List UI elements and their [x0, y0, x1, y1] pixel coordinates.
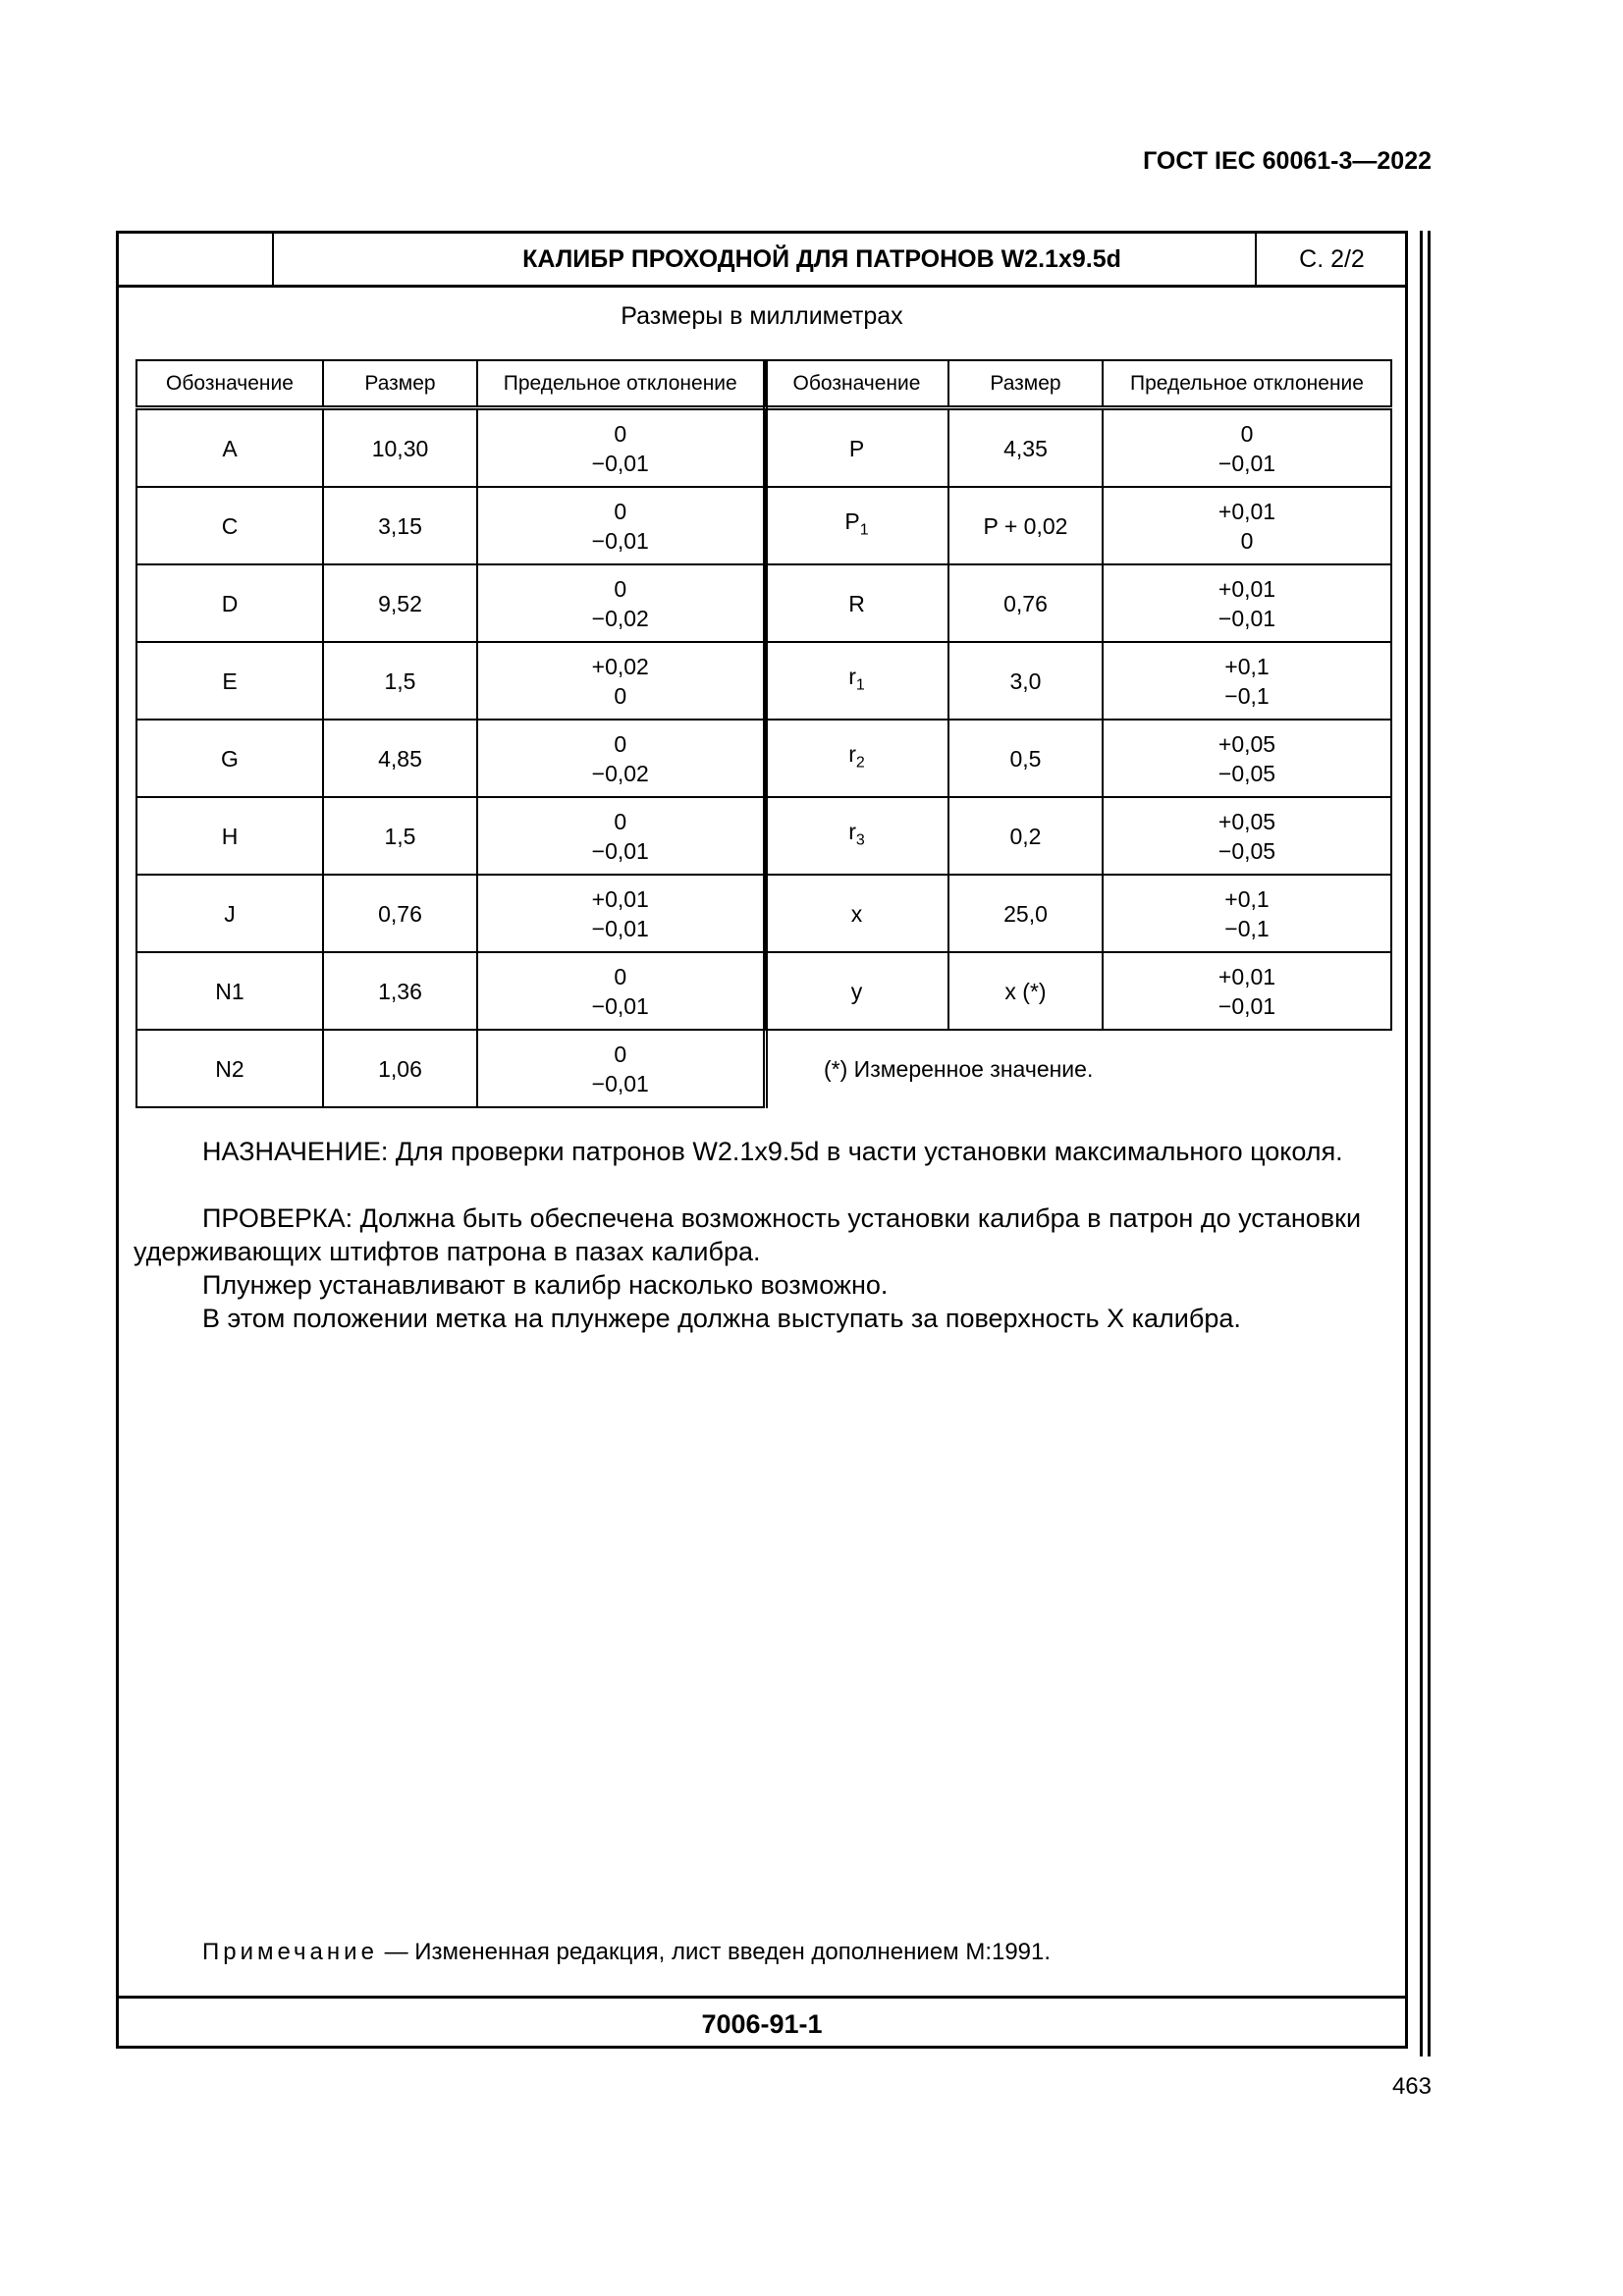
standard-header: ГОСТ IEC 60061-3—2022 [1143, 147, 1432, 175]
tolerance-upper: 0 [614, 498, 627, 524]
title-empty-cell [119, 234, 274, 285]
size-cell: 1,36 [323, 952, 477, 1030]
tolerance-upper: 0 [1240, 420, 1254, 447]
designation-symbol: A [222, 435, 238, 461]
size-cell: P + 0,02 [948, 487, 1103, 564]
designation-symbol: N2 [215, 1055, 244, 1082]
designation-cell [765, 408, 948, 488]
size-cell: 1,5 [323, 797, 477, 875]
table-row [765, 875, 1391, 952]
table-header-row [136, 360, 765, 408]
tolerance-lower: −0,01 [591, 992, 649, 1019]
tolerance-cell [477, 408, 765, 488]
tolerance-upper: +0,01 [1217, 963, 1276, 989]
table-row [136, 720, 765, 797]
tolerance-upper: 0 [614, 420, 627, 447]
designation-cell [136, 1030, 323, 1107]
designation-cell [136, 642, 323, 720]
tolerance-cell [1103, 875, 1391, 952]
tolerance-cell [477, 797, 765, 875]
table-row [765, 564, 1391, 642]
tolerance-cell [1103, 720, 1391, 797]
tolerance-upper: 0 [614, 1041, 627, 1067]
check-text-1: ПРОВЕРКА: Должна быть обеспечена возможность установки калибра в патрон до установки удерживающих штифтов патрона в пазах калибра. [134, 1203, 1362, 1266]
tolerance-upper: 0 [614, 730, 627, 757]
designation-symbol: r [848, 740, 856, 767]
table-row [136, 952, 765, 1030]
check-text-3: В этом положении метка на плунжере должна выступать за поверхность X калибра. [202, 1304, 1241, 1333]
designation-cell [136, 797, 323, 875]
table-footnote: (*) Измеренное значение. [824, 1056, 1094, 1082]
tolerance-upper: 0 [614, 575, 627, 602]
size-cell: 1,06 [323, 1030, 477, 1107]
tolerance-lower: −0,01 [1217, 450, 1276, 476]
designation-cell [765, 720, 948, 797]
tolerance-cell [1103, 564, 1391, 642]
dimensions-table-left [135, 359, 768, 1108]
tolerance-cell [477, 487, 765, 564]
header-tolerance: Предельное отклонение [477, 360, 765, 408]
tolerance-cell [1103, 797, 1391, 875]
sheet-code: 7006-91-1 [119, 1996, 1405, 2052]
tolerance-cell [477, 642, 765, 720]
table-row [136, 797, 765, 875]
tolerance-lower: −0,02 [591, 760, 649, 786]
size-cell: 0,5 [948, 720, 1103, 797]
size-cell: 3,0 [948, 642, 1103, 720]
table-row [136, 487, 765, 564]
table-row [765, 720, 1391, 797]
designation-symbol: G [221, 745, 239, 772]
tolerance-upper: 0 [614, 808, 627, 834]
note-label: Примечание [202, 1939, 378, 1965]
title-block [119, 234, 1405, 288]
size-cell: 3,15 [323, 487, 477, 564]
tolerance-upper: +0,02 [591, 653, 649, 679]
designation-symbol: y [850, 978, 863, 1004]
tolerance-lower: 0 [1240, 527, 1254, 554]
tolerance-cell [477, 875, 765, 952]
tolerance-lower: −0,05 [1217, 760, 1276, 786]
designation-symbol: x [850, 900, 863, 927]
tolerance-lower: −0,1 [1224, 915, 1270, 941]
header-tolerance: Предельное отклонение [1103, 360, 1391, 408]
table-row [765, 642, 1391, 720]
tolerance-lower: −0,01 [591, 527, 649, 554]
purpose-text: НАЗНАЧЕНИЕ: Для проверки патронов W2.1x9.5d в части установки максимального цоколя. [202, 1137, 1343, 1166]
designation-symbol: J [224, 900, 236, 927]
table-row [136, 642, 765, 720]
size-cell: 25,0 [948, 875, 1103, 952]
tolerance-cell [477, 564, 765, 642]
table-row [136, 408, 765, 488]
tolerance-lower: −0,01 [591, 450, 649, 476]
designation-subscript: 2 [855, 754, 865, 772]
tolerance-upper: +0,01 [1217, 498, 1276, 524]
frame-side-line [1420, 231, 1423, 2056]
designation-symbol: r [848, 663, 856, 689]
dimensions-table-right [764, 359, 1392, 1031]
sheet-page-label: С. 2/2 [1255, 234, 1407, 285]
table-header-row [765, 360, 1391, 408]
designation-symbol: N1 [215, 978, 244, 1004]
drawing-sheet-frame [116, 231, 1408, 2049]
size-cell: 10,30 [323, 408, 477, 488]
table-row [136, 564, 765, 642]
header-size: Размер [948, 360, 1103, 408]
tolerance-lower: −0,01 [591, 837, 649, 864]
designation-symbol: P [848, 435, 865, 461]
designation-cell [765, 875, 948, 952]
header-designation: Обозначение [765, 360, 948, 408]
designation-cell [136, 720, 323, 797]
tolerance-cell [1103, 952, 1391, 1030]
tolerance-cell [477, 952, 765, 1030]
check-text-2: Плунжер устанавливают в калибр насколько возможно. [202, 1270, 889, 1300]
designation-cell [765, 642, 948, 720]
size-cell: 1,5 [323, 642, 477, 720]
size-cell: 0,76 [323, 875, 477, 952]
tolerance-cell [1103, 408, 1391, 488]
designation-cell [765, 487, 948, 564]
tolerance-upper: +0,05 [1217, 730, 1276, 757]
size-cell: 9,52 [323, 564, 477, 642]
tolerance-cell [477, 1030, 765, 1107]
designation-subscript: 1 [855, 676, 865, 694]
check-paragraph [134, 1201, 1395, 1268]
tolerance-upper: +0,1 [1224, 885, 1270, 912]
size-cell: 0,76 [948, 564, 1103, 642]
tolerance-lower: −0,1 [1224, 682, 1270, 709]
table-row [136, 1030, 765, 1107]
tolerance-upper: +0,05 [1217, 808, 1276, 834]
tolerance-cell [1103, 487, 1391, 564]
designation-symbol: D [221, 590, 239, 616]
designation-symbol: E [222, 667, 238, 694]
size-cell: 0,2 [948, 797, 1103, 875]
tolerance-upper: +0,01 [591, 885, 649, 912]
tolerance-lower: −0,01 [1217, 992, 1276, 1019]
designation-subscript: 1 [859, 521, 869, 539]
table-row [765, 408, 1391, 488]
size-cell: 4,85 [323, 720, 477, 797]
designation-cell [136, 875, 323, 952]
tolerance-upper: +0,01 [1217, 575, 1276, 602]
designation-subscript: 3 [855, 831, 865, 849]
page-number: 463 [1391, 2073, 1432, 2100]
tolerance-cell [477, 720, 765, 797]
designation-symbol: P [844, 507, 860, 534]
size-cell: 4,35 [948, 408, 1103, 488]
designation-cell [765, 564, 948, 642]
tolerance-lower: −0,01 [1217, 605, 1276, 631]
designation-cell [136, 952, 323, 1030]
tolerance-cell [1103, 642, 1391, 720]
table-row [765, 952, 1391, 1030]
table-row [765, 487, 1391, 564]
designation-cell [136, 564, 323, 642]
table-row [136, 875, 765, 952]
mark-paragraph [134, 1302, 1395, 1335]
header-designation: Обозначение [136, 360, 323, 408]
note [202, 1939, 1051, 1966]
tolerance-lower: −0,01 [591, 915, 649, 941]
tolerance-lower: −0,02 [591, 605, 649, 631]
tolerance-upper: +0,1 [1224, 653, 1270, 679]
plunger-paragraph [134, 1268, 1395, 1302]
designation-cell [136, 408, 323, 488]
units-caption: Размеры в миллиметрах [621, 302, 903, 330]
table-row [765, 797, 1391, 875]
frame-side-line [1428, 231, 1431, 2056]
designation-symbol: C [221, 512, 239, 539]
header-size: Размер [323, 360, 477, 408]
designation-symbol: r [848, 818, 856, 844]
tolerance-lower: −0,05 [1217, 837, 1276, 864]
size-cell: x (*) [948, 952, 1103, 1030]
designation-cell [765, 797, 948, 875]
purpose-paragraph [134, 1135, 1395, 1168]
tolerance-lower: −0,01 [591, 1070, 649, 1096]
tolerance-upper: 0 [614, 963, 627, 989]
sheet-title: КАЛИБР ПРОХОДНОЙ ДЛЯ ПАТРОНОВ W2.1x9.5d [522, 245, 1121, 273]
note-text: — Измененная редакция, лист введен дополнением М:1991. [377, 1939, 1052, 1965]
designation-cell [765, 952, 948, 1030]
tolerance-lower: 0 [614, 682, 627, 709]
designation-symbol: H [221, 823, 239, 849]
designation-cell [136, 487, 323, 564]
designation-symbol: R [848, 590, 865, 616]
